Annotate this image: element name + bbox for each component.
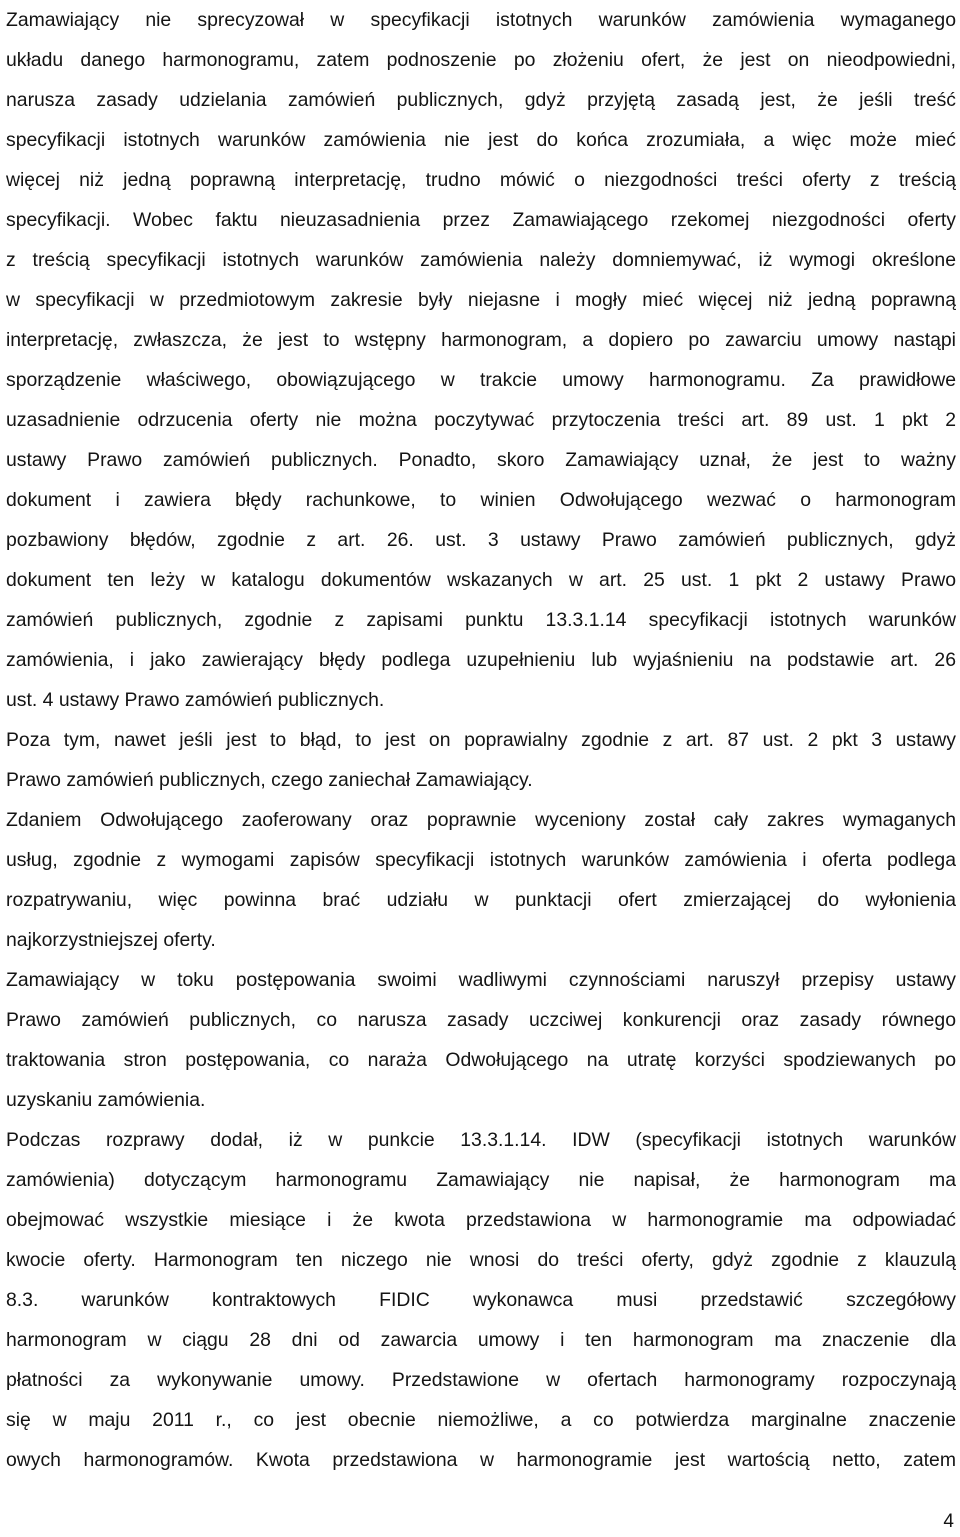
text-line: narusza zasady udzielania zamówień publicznych, gdyż przyjętą zasadą jest, że jeśli treść xyxy=(6,89,956,111)
text-line: Podczas rozprawy dodał, iż w punkcie 13.3.1.14. IDW (specyfikacji istotnych warunków xyxy=(6,1129,956,1151)
text-line: owych harmonogramów. Kwota przedstawiona w harmonogramie jest wartością netto, zatem xyxy=(6,1449,956,1471)
text-line: zamówień publicznych, zgodnie z zapisami punktu 13.3.1.14 specyfikacji istotnych warunków xyxy=(6,609,956,631)
text-line: 8.3. warunków kontraktowych FIDIC wykonawca musi przedstawić szczegółowy xyxy=(6,1289,956,1311)
paragraph xyxy=(6,960,956,1120)
document-body xyxy=(6,0,956,1480)
text-line: najkorzystniejszej oferty. xyxy=(6,929,216,951)
text-line: obejmować wszystkie miesiące i że kwota przedstawiona w harmonogramie ma odpowiadać xyxy=(6,1209,956,1231)
text-line: się w maju 2011 r., co jest obecnie niemożliwe, a co potwierdza marginalne znaczenie xyxy=(6,1409,956,1431)
text-line: interpretację, zwłaszcza, że jest to wstępny harmonogram, a dopiero po zawarciu umowy nastąpi xyxy=(6,329,956,351)
paragraph xyxy=(6,1120,956,1480)
text-line: Zamawiający w toku postępowania swoimi wadliwymi czynnościami naruszył przepisy ustawy xyxy=(6,969,956,991)
text-line: zamówienia, i jako zawierający błędy podlega uzupełnieniu lub wyjaśnieniu na podstawie art. 26 xyxy=(6,649,956,671)
text-line: ust. 4 ustawy Prawo zamówień publicznych. xyxy=(6,689,385,711)
paragraph xyxy=(6,720,956,800)
text-line: uzasadnienie odrzucenia oferty nie można poczytywać przytoczenia treści art. 89 ust. 1 pkt 2 xyxy=(6,409,956,431)
text-line: ustawy Prawo zamówień publicznych. Ponadto, skoro Zamawiający uznał, że jest to ważny xyxy=(6,449,956,471)
text-line: dokument ten leży w katalogu dokumentów wskazanych w art. 25 ust. 1 pkt 2 ustawy Prawo xyxy=(6,569,956,591)
text-line: Zamawiający nie sprecyzował w specyfikacji istotnych warunków zamówienia wymaganego xyxy=(6,9,956,31)
text-line: kwocie oferty. Harmonogram ten niczego nie wnosi do treści oferty, gdyż zgodnie z klauzulą xyxy=(6,1249,956,1271)
text-line: w specyfikacji w przedmiotowym zakresie były niejasne i mogły mieć więcej niż jedną poprawną xyxy=(6,289,956,311)
text-line: specyfikacji istotnych warunków zamówienia nie jest do końca zrozumiała, a więc może mieć xyxy=(6,129,956,151)
text-line: rozpatrywaniu, więc powinna brać udziału w punktacji ofert zmierzającej do wyłonienia xyxy=(6,889,956,911)
page-number: 4 xyxy=(943,1511,954,1532)
text-line: więcej niż jedną poprawną interpretację, trudno mówić o niezgodności treści oferty z treścią xyxy=(6,169,956,191)
text-line: specyfikacji. Wobec faktu nieuzasadnienia przez Zamawiającego rzekomej niezgodności oferty xyxy=(6,209,956,231)
text-line: z treścią specyfikacji istotnych warunków zamówienia należy domniemywać, iż wymogi określone xyxy=(6,249,956,271)
text-line: płatności za wykonywanie umowy. Przedstawione w ofertach harmonogramy rozpoczynają xyxy=(6,1369,956,1391)
text-line: usług, zgodnie z wymogami zapisów specyfikacji istotnych warunków zamówienia i oferta podlega xyxy=(6,849,956,871)
paragraph xyxy=(6,800,956,960)
text-line: pozbawiony błędów, zgodnie z art. 26. ust. 3 ustawy Prawo zamówień publicznych, gdyż xyxy=(6,529,956,551)
text-line: Prawo zamówień publicznych, czego zaniechał Zamawiający. xyxy=(6,769,533,791)
text-line: dokument i zawiera błędy rachunkowe, to winien Odwołującego wezwać o harmonogram xyxy=(6,489,956,511)
text-line: traktowania stron postępowania, co naraża Odwołującego na utratę korzyści spodziewanych po xyxy=(6,1049,956,1071)
text-line: Zdaniem Odwołującego zaoferowany oraz poprawnie wyceniony został cały zakres wymaganych xyxy=(6,809,956,831)
text-line: Prawo zamówień publicznych, co narusza zasady uczciwej konkurencji oraz zasady równego xyxy=(6,1009,956,1031)
text-line: Poza tym, nawet jeśli jest to błąd, to jest on poprawialny zgodnie z art. 87 ust. 2 pkt 3 ustawy xyxy=(6,729,956,751)
text-line: zamówienia) dotyczącym harmonogramu Zamawiający nie napisał, że harmonogram ma xyxy=(6,1169,956,1191)
paragraph xyxy=(6,0,956,720)
text-line: uzyskaniu zamówienia. xyxy=(6,1089,206,1111)
text-line: sporządzenie właściwego, obowiązującego w trakcie umowy harmonogramu. Za prawidłowe xyxy=(6,369,956,391)
text-line: harmonogram w ciągu 28 dni od zawarcia umowy i ten harmonogram ma znaczenie dla xyxy=(6,1329,956,1351)
text-line: układu danego harmonogramu, zatem podnoszenie po złożeniu ofert, że jest on nieodpowiedni, xyxy=(6,49,956,71)
